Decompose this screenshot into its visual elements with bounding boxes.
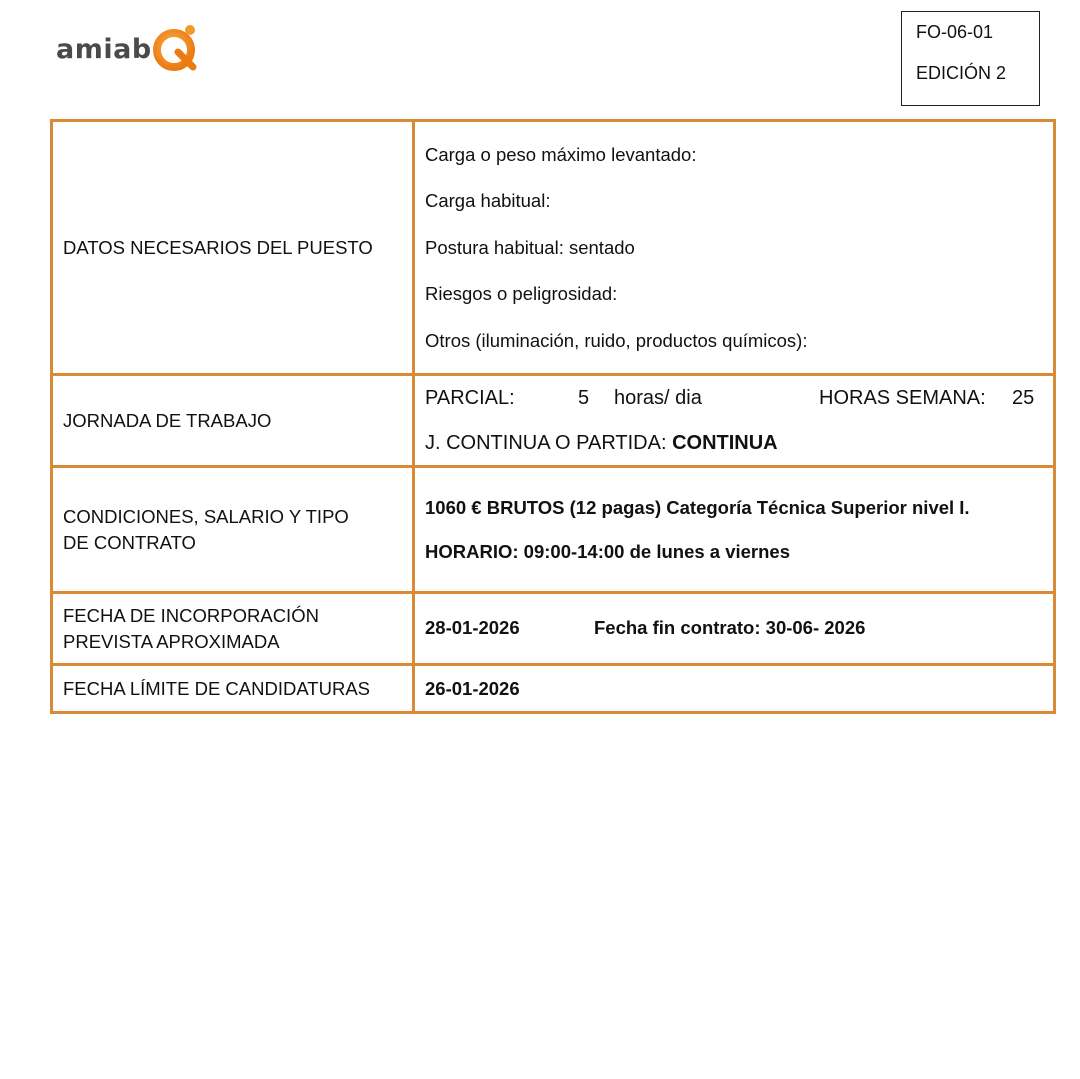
hours-unit: horas/ dia	[614, 387, 702, 409]
start-date: 28-01-2026	[425, 616, 520, 638]
condiciones-details	[414, 467, 1055, 593]
datos-item: Postura habitual: sentado	[425, 236, 635, 258]
edition-label: EDICIÓN 2	[916, 63, 1007, 83]
fecha-limite-date: 26-01-2026	[414, 665, 1055, 713]
end-date: Fecha fin contrato: 30-06- 2026	[594, 616, 866, 638]
hours-value: 5	[578, 387, 590, 409]
jornada-details	[414, 375, 1055, 467]
logo-text: amiab	[56, 33, 152, 65]
label-fecha-incorporacion	[52, 593, 414, 665]
datos-puesto-list	[414, 121, 1055, 375]
row-fecha-limite	[52, 665, 1055, 713]
datos-item: Otros (iluminación, ruido, productos químicos):	[425, 329, 808, 351]
form-code-box	[901, 11, 1040, 106]
week-label: HORAS SEMANA:	[819, 387, 986, 409]
type-value: CONTINUA	[672, 432, 778, 454]
label-jornada: JORNADA DE TRABAJO	[52, 375, 414, 467]
row-condiciones	[52, 467, 1055, 593]
label-fecha-line2: PREVISTA APROXIMADA	[63, 630, 280, 652]
logo-q-icon	[153, 22, 203, 74]
row-datos-puesto	[52, 121, 1055, 375]
salary-text: 1060 € BRUTOS (12 pagas) Categoría Técnica Superior nivel I.	[425, 496, 970, 518]
label-fecha-line1: FECHA DE INCORPORACIÓN	[63, 604, 319, 626]
parcial-label: PARCIAL:	[425, 387, 515, 409]
datos-item: Riesgos o peligrosidad:	[425, 283, 618, 304]
label-condiciones	[52, 467, 414, 593]
datos-item: Carga o peso máximo levantado:	[425, 143, 697, 165]
amiab-logo	[56, 24, 203, 74]
label-condiciones-line2: DE CONTRATO	[63, 531, 196, 553]
fecha-incorporacion-details	[414, 593, 1055, 665]
label-condiciones-line1: CONDICIONES, SALARIO Y TIPO	[63, 505, 349, 527]
type-label: J. CONTINUA O PARTIDA:	[425, 432, 667, 454]
week-value: 25	[1012, 387, 1035, 409]
datos-item: Carga habitual:	[425, 190, 551, 211]
label-fecha-limite: FECHA LÍMITE DE CANDIDATURAS	[52, 665, 414, 713]
label-datos-puesto: DATOS NECESARIOS DEL PUESTO	[52, 121, 414, 375]
job-offer-table	[50, 119, 1056, 714]
row-fecha-incorporacion	[52, 593, 1055, 665]
form-code: FO-06-01	[916, 22, 994, 42]
row-jornada	[52, 375, 1055, 467]
schedule-text: HORARIO: 09:00-14:00 de lunes a viernes	[425, 540, 791, 562]
